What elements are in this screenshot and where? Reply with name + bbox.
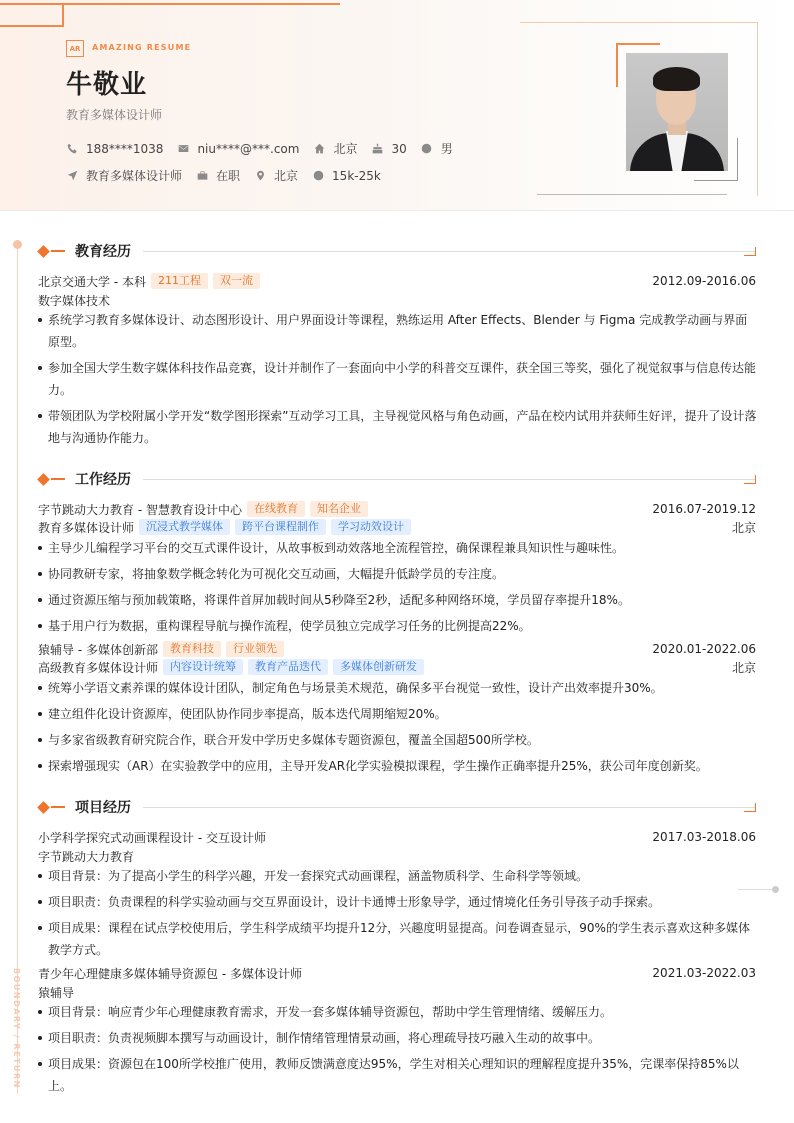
job-date: 2016.07-2019.12 — [652, 502, 756, 516]
diamond-icon — [37, 473, 50, 486]
job-2-role-row — [38, 658, 756, 676]
list-item: 探索增强现实（AR）在实验教学中的应用，主导开发AR化学实验模拟课程，学生操作正确率提升25%，获公司年度创新奖。 — [38, 755, 758, 777]
age-item — [371, 142, 406, 156]
section-work-header — [38, 471, 756, 487]
project-1-bullets — [38, 865, 758, 965]
home-icon — [313, 143, 325, 155]
tag: 沉浸式教学媒体 — [139, 519, 230, 535]
job-1-company-row — [38, 500, 756, 518]
tag: 知名企业 — [310, 501, 368, 517]
candidate-name: 牛敬业 — [66, 70, 148, 100]
money-icon — [312, 170, 324, 182]
job-location: 北京 — [731, 520, 756, 535]
photo-line-decor — [537, 194, 727, 195]
list-item: 项目成果：资源包在100所学校推广使用，教师反馈满意度达95%，学生对相关心理知识的理解程度提升35%，完课率保持85%以上。 — [38, 1053, 758, 1097]
school-name: 北京交通大学 - 本科 — [38, 274, 146, 289]
company-name: 字节跳动大力教育 - 智慧教育设计中心 — [38, 502, 242, 517]
diamond-icon — [37, 801, 50, 814]
gender-item — [421, 140, 453, 157]
job-1-bullets — [38, 537, 758, 641]
tag: 教育科技 — [163, 641, 221, 657]
side-vertical-text: BOUNDARY / RETURN — [12, 968, 21, 1089]
salary-text: 15k-25k — [332, 168, 381, 183]
gender-text: 男 — [440, 142, 453, 156]
tag: 内容设计统筹 — [163, 659, 243, 675]
tag: 多媒体创新研发 — [333, 659, 424, 675]
diamond-icon — [37, 245, 50, 258]
project-name: 青少年心理健康多媒体辅导资源包 - 多媒体设计师 — [38, 966, 302, 981]
education-major: 数字媒体技术 — [38, 294, 111, 308]
send-icon — [66, 170, 78, 182]
project-date: 2017.03-2018.06 — [652, 830, 756, 844]
list-item: 系统学习教育多媒体设计、动态图形设计、用户界面设计等课程，熟练运用 After Effects、Blender 与 Figma 完成教学动画与界面原型。 — [38, 309, 758, 353]
education-bullets — [38, 309, 758, 453]
city-item — [313, 140, 357, 157]
decor-left-corner — [0, 5, 64, 27]
cake-icon — [371, 143, 383, 155]
job-1-role-row — [38, 518, 756, 536]
location-icon — [254, 170, 266, 182]
list-item: 项目职责：负责视频脚本撰写与动画设计，制作情绪管理情景动画，将心理疏导技巧融入生动的故事中。 — [38, 1027, 758, 1049]
right-decor-dot — [772, 886, 779, 893]
section-education-header — [38, 243, 756, 259]
education-date: 2012.09-2016.06 — [652, 274, 756, 288]
project-name: 小学科学探究式动画课程设计 - 交互设计师 — [38, 830, 266, 845]
list-item: 通过资源压缩与预加载策略，将课件首屏加载时间从5秒降至2秒，适配多种网络环境，学员留存率提升18%。 — [38, 589, 758, 611]
ar-logo-badge: AR — [66, 40, 84, 57]
brand-text: AMAZING RESUME — [92, 43, 192, 52]
list-item: 项目成果：课程在试点学校使用后，学生科学成绩平均提升12分，兴趣度明显提高。问卷调查显示，90%的学生表示喜欢这种多媒体教学方式。 — [38, 917, 758, 961]
resume-header — [0, 0, 794, 211]
intent-position-text: 教育多媒体设计师 — [86, 169, 183, 183]
contact-row — [66, 140, 467, 157]
gender-icon — [421, 143, 433, 155]
company-name: 猿辅导 - 多媒体创新部 — [38, 642, 158, 657]
list-item: 项目职责：负责课程的科学实验动画与交互界面设计，设计卡通博士形象导学，通过情境化任务引导孩子动手探索。 — [38, 891, 758, 913]
project-org: 猿辅导 — [38, 986, 75, 1000]
list-item: 参加全国大学生数字媒体科技作品竞赛，设计并制作了一套面向中小学的科普交互课件，获全国三等奖，强化了视觉叙事与信息传达能力。 — [38, 357, 758, 401]
list-item: 带领团队为学校附属小学开发“数学图形探索”互动学习工具，主导视觉风格与角色动画，产品在校内试用并获师生好评，提升了设计落地与沟通协作能力。 — [38, 405, 758, 449]
project-2-bullets — [38, 1001, 758, 1101]
job-date: 2020.01-2022.06 — [652, 642, 756, 656]
job-intent-row — [66, 167, 395, 184]
project-2-row — [38, 964, 756, 982]
list-item: 项目背景：响应青少年心理健康教育需求，开发一套多媒体辅导资源包，帮助中学生管理情绪、缓解压力。 — [38, 1001, 758, 1023]
education-entry-row — [38, 272, 756, 290]
email-item — [177, 142, 299, 156]
tag: 学习动效设计 — [331, 519, 411, 535]
role-name: 教育多媒体设计师 — [38, 520, 135, 535]
role-name: 高级教育多媒体设计师 — [38, 660, 159, 675]
list-item: 基于用户行为数据，重构课程导航与操作流程，使学员独立完成学习任务的比例提高22%。 — [38, 615, 758, 637]
briefcase-icon — [196, 170, 208, 182]
phone-icon — [66, 143, 78, 155]
list-item: 统筹小学语文素养课的媒体设计团队，制定角色与场景美术规范，确保多平台视觉一致性，设计产出效率提升30%。 — [38, 677, 758, 699]
project-org: 字节跳动大力教育 — [38, 850, 135, 864]
section-title: 教育经历 — [75, 244, 131, 260]
salary-item — [312, 169, 381, 183]
tag: 在线教育 — [247, 501, 305, 517]
section-title: 项目经历 — [75, 800, 131, 816]
tag: 跨平台课程制作 — [235, 519, 326, 535]
project-date: 2021.03-2022.03 — [652, 966, 756, 980]
city-text: 北京 — [333, 142, 358, 156]
phone-item — [66, 142, 163, 156]
tag: 行业领先 — [226, 641, 284, 657]
list-item: 项目背景：为了提高小学生的科学兴趣，开发一套探究式动画课程，涵盖物质科学、生命科学等领域。 — [38, 865, 758, 887]
timeline-line — [17, 244, 18, 1094]
timeline-dot — [13, 240, 22, 249]
list-item: 主导少儿编程学习平台的交互式课件设计，从故事板到动效落地全流程管控，确保课程兼具知识性与趣味性。 — [38, 537, 758, 559]
tag: 教育产品迭代 — [248, 659, 328, 675]
job-2-bullets — [38, 677, 758, 781]
job-location: 北京 — [731, 660, 756, 675]
status-text: 在职 — [216, 169, 241, 183]
phone-text: 188****1038 — [86, 141, 164, 156]
intent-city-item — [254, 167, 298, 184]
age-text: 30 — [391, 141, 407, 156]
job-2-company-row — [38, 640, 756, 658]
mail-icon — [177, 143, 189, 155]
intent-city-text: 北京 — [274, 169, 299, 183]
candidate-title: 教育多媒体设计师 — [66, 108, 163, 122]
project-1-row — [38, 828, 756, 846]
tag: 211工程 — [151, 273, 208, 289]
status-item — [196, 167, 240, 184]
list-item: 与多家省级教育研究院合作，联合开发中学历史多媒体专题资源包，覆盖全国超500所学校。 — [38, 729, 758, 751]
list-item: 协同教研专家，将抽象数学概念转化为可视化交互动画，大幅提升低龄学员的专注度。 — [38, 563, 758, 585]
section-projects-header — [38, 799, 756, 815]
section-title: 工作经历 — [75, 472, 131, 488]
intent-position-item — [66, 167, 182, 184]
email-text: niu****@***.com — [197, 141, 300, 156]
tag: 双一流 — [213, 273, 260, 289]
photo-frame-decor — [694, 138, 738, 181]
list-item: 建立组件化设计资源库，使团队协作同步率提高，版本迭代周期缩短20%。 — [38, 703, 758, 725]
